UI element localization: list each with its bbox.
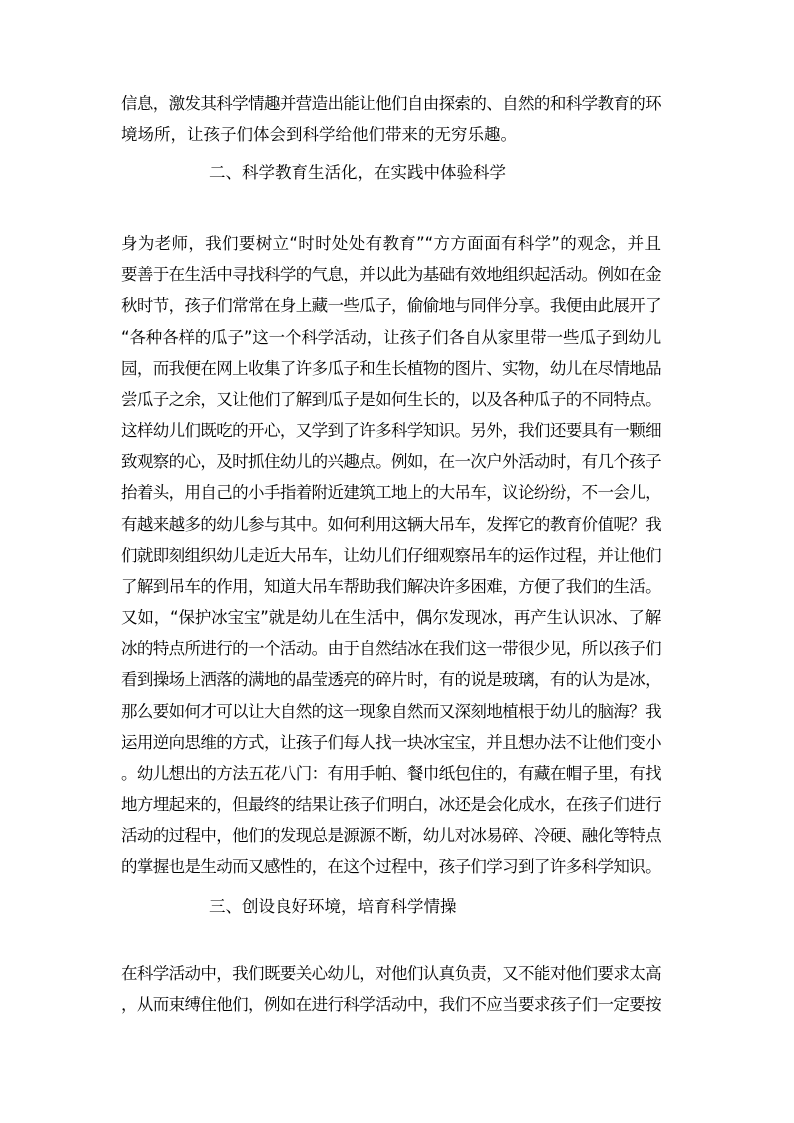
paragraph-line: 冰的特点所进行的一个活动。由于自然结冰在我们这一带很少见，所以孩子们: [121, 639, 661, 658]
paragraph-line: 境场所，让孩子们体会到科学给他们带来的无穷乐趣。: [121, 125, 517, 144]
paragraph-line: 要善于在生活中寻找科学的气息，并以此为基础有效地组织起活动。例如在金: [121, 265, 661, 284]
paragraph-line: 抬着头，用自己的小手指着附近建筑工地上的大吊车，议论纷纷，不一会儿，: [121, 483, 661, 502]
paragraph-line: 。幼儿想出的方法五花八门：有用手帕、餐巾纸包住的，有藏在帽子里，有找: [121, 764, 661, 783]
paragraph-line: 地方埋起来的，但最终的结果让孩子们明白，冰还是会化成水，在孩子们进行: [121, 795, 661, 814]
paragraph-line: 信息，激发其科学情趣并营造出能让他们自由探索的、自然的和科学教育的环: [121, 94, 661, 113]
paragraph-line: 们就即刻组织幼儿走近大吊车，让幼儿们仔细观察吊车的运作过程，并让他们: [121, 546, 661, 565]
paragraph-line: 又如，“保护冰宝宝”就是幼儿在生活中，偶尔发现冰，再产生认识冰、了解: [121, 608, 661, 627]
paragraph-line: 身为老师，我们要树立“时时处处有教育”“方方面面有科学”的观念，并且: [121, 234, 661, 253]
paragraph-line: “各种各样的瓜子”这一个科学活动，让孩子们各自从家里带一些瓜子到幼儿: [121, 328, 661, 347]
paragraph-line: 有越来越多的幼儿参与其中。如何利用这辆大吊车，发挥它的教育价值呢？我: [121, 515, 661, 534]
paragraph-line: 这样幼儿们既吃的开心，又学到了许多科学知识。另外，我们还要具有一颗细: [121, 421, 661, 440]
section-heading: 三、创设良好环境，培育科学情操: [209, 897, 457, 916]
paragraph-line: 运用逆向思维的方式，让孩子们每人找一块冰宝宝，并且想办法不让他们变小: [121, 733, 661, 752]
paragraph-line: 的掌握也是生动而又感性的，在这个过程中，孩子们学习到了许多科学知识。: [121, 857, 661, 876]
paragraph-line: 看到操场上洒落的满地的晶莹透亮的碎片时，有的说是玻璃，有的认为是冰，: [121, 670, 661, 689]
paragraph-line: 那么要如何才可以让大自然的这一现象自然而又深刻地植根于幼儿的脑海？我: [121, 702, 661, 721]
paragraph-line: 致观察的心，及时抓住幼儿的兴趣点。例如，在一次户外活动时，有几个孩子: [121, 452, 661, 471]
paragraph-line: ，从而束缚住他们，例如在进行科学活动中，我们不应当要求孩子们一定要按: [121, 995, 661, 1014]
paragraph-line: 在科学活动中，我们既要关心幼儿，对他们认真负责，又不能对他们要求太高: [121, 964, 661, 983]
paragraph-line: 园，而我便在网上收集了许多瓜子和生长植物的图片、实物，幼儿在尽情地品: [121, 359, 661, 378]
paragraph-line: 活动的过程中，他们的发现总是源源不断，幼儿对冰易碎、冷硬、融化等特点: [121, 826, 661, 845]
paragraph-line: 了解到吊车的作用，知道大吊车帮助我们解决许多困难，方便了我们的生活。: [121, 577, 661, 596]
paragraph-line: 秋时节，孩子们常常在身上藏一些瓜子，偷偷地与同伴分享。我便由此展开了: [121, 296, 661, 315]
section-heading: 二、科学教育生活化，在实践中体验科学: [209, 163, 506, 182]
paragraph-line: 尝瓜子之余，又让他们了解到瓜子是如何生长的，以及各种瓜子的不同特点。: [121, 390, 661, 409]
